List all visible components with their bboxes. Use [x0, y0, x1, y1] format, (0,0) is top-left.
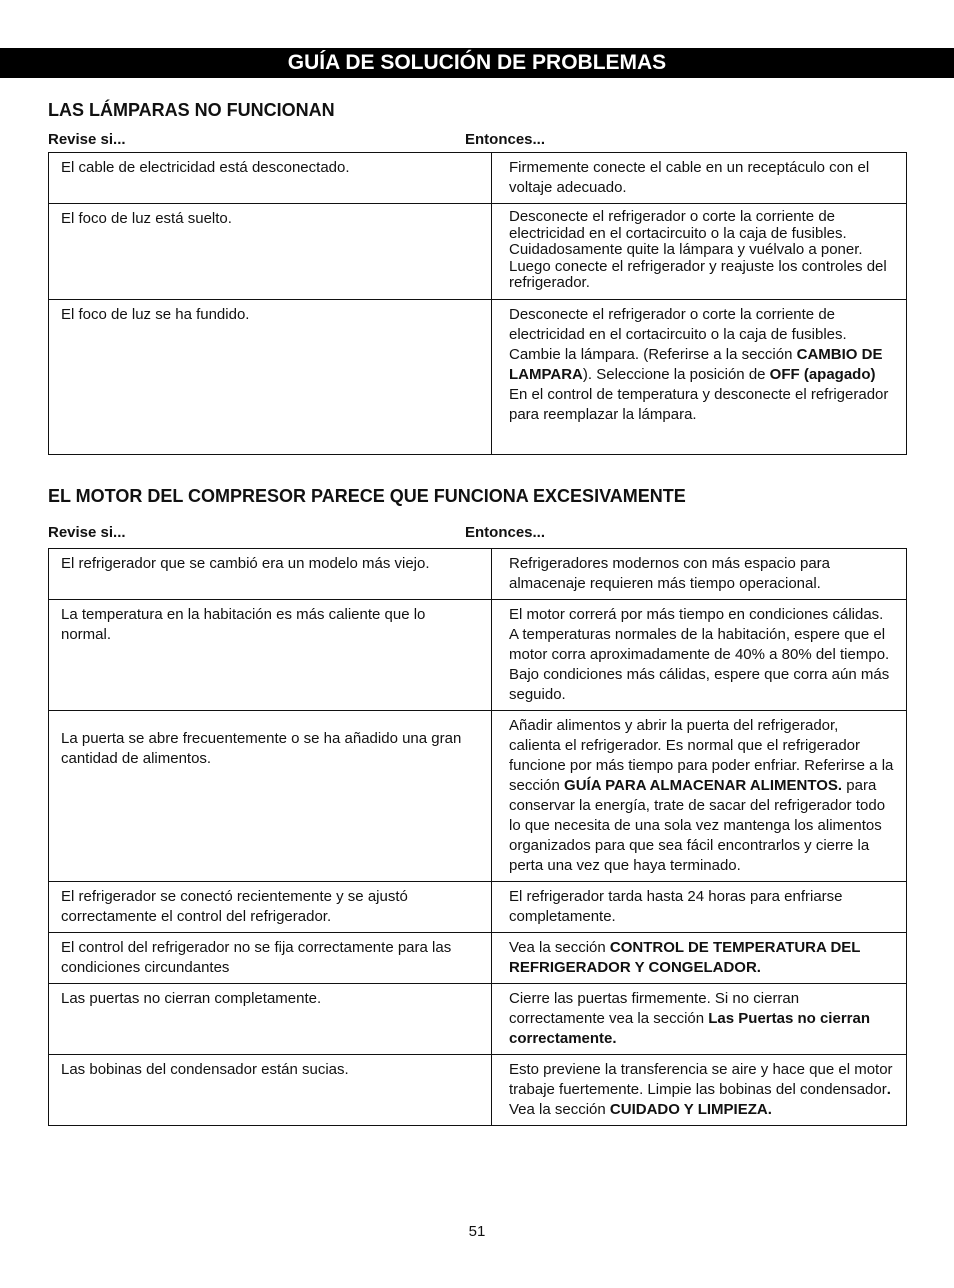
table-row — [49, 549, 907, 600]
check-cell: El foco de luz está suelto. — [49, 204, 492, 300]
then-cell: Refrigeradores modernos con más espacio para almacenaje requieren más tiempo operacional. — [492, 549, 907, 600]
compressor-table — [48, 548, 907, 1126]
section-title-compressor: EL MOTOR DEL COMPRESOR PARECE QUE FUNCIONA EXCESIVAMENTE — [48, 486, 686, 506]
table-row — [49, 300, 907, 455]
then-cell: El motor correrá por más tiempo en condiciones cálidas. A temperaturas normales de la habitación, espere que el motor corra aproximadamente de 40% a 80% del tiempo. Bajo condiciones más cálidas, espere que corra aún más seguido. — [492, 600, 907, 711]
section-title-lamps: LAS LÁMPARAS NO FUNCIONAN — [48, 100, 335, 120]
then-cell: Añadir alimentos y abrir la puerta del refrigerador, calienta el refrigerador. Es normal que el refrigerador funcione por más tiempo para poder enfriar. Referirse a la sección GUÍA PARA ALMACENAR ALIMENTOS. para conservar la energía, trate de sacar del refrigerador todo lo que necesita de una sola vez mantenga los alimentos organizados para que sea fácil encontrarlos y cierre la perta una vez que haya terminado. — [492, 711, 907, 882]
column-header-check: Revise si... — [48, 524, 126, 541]
check-cell: El foco de luz se ha fundido. — [49, 300, 492, 455]
table-row — [49, 1055, 907, 1126]
check-cell: La temperatura en la habitación es más caliente que lo normal. — [49, 600, 492, 711]
table-row — [49, 600, 907, 711]
check-cell: El cable de electricidad está desconectado. — [49, 153, 492, 204]
table-row — [49, 882, 907, 933]
table-row — [49, 933, 907, 984]
column-header-check: Revise si... — [48, 131, 126, 148]
column-header-then: Entonces... — [465, 131, 546, 148]
check-cell: El control del refrigerador no se fija correctamente para las condiciones circundantes — [49, 933, 492, 984]
then-cell: El refrigerador tarda hasta 24 horas para enfriarse completamente. — [492, 882, 907, 933]
check-cell: Las puertas no cierran completamente. — [49, 984, 492, 1055]
check-cell: La puerta se abre frecuentemente o se ha añadido una gran cantidad de alimentos. — [49, 711, 492, 882]
table-row — [49, 711, 907, 882]
check-cell: El refrigerador se conectó recientemente y se ajustó correctamente el control del refrigerador. — [49, 882, 492, 933]
check-cell: El refrigerador que se cambió era un modelo más viejo. — [49, 549, 492, 600]
page-number: 51 — [468, 1223, 486, 1240]
table-row — [49, 204, 907, 300]
check-cell: Las bobinas del condensador están sucias. — [49, 1055, 492, 1126]
then-cell: Desconecte el refrigerador o corte la corriente de electricidad en el cortacircuito o la caja de fusibles. Cambie la lámpara. (Referirse a la sección CAMBIO DE LAMPARA). Seleccione la posición de OFF (apagado) En el control de temperatura y desconecte el refrigerador para reemplazar la lámpara. — [492, 300, 907, 455]
then-cell: Vea la sección CONTROL DE TEMPERATURA DEL REFRIGERADOR Y CONGELADOR. — [492, 933, 907, 984]
then-cell: Esto previene la transferencia se aire y hace que el motor trabaje fuertemente. Limpie las bobinas del condensador. Vea la sección CUIDADO Y LIMPIEZA. — [492, 1055, 907, 1126]
then-cell: Cierre las puertas firmemente. Si no cierran correctamente vea la sección Las Puertas no cierran correctamente. — [492, 984, 907, 1055]
then-cell: Firmemente conecte el cable en un receptáculo con el voltaje adecuado. — [492, 153, 907, 204]
table-row — [49, 153, 907, 204]
column-header-then: Entonces... — [465, 524, 546, 541]
lamps-table — [48, 152, 907, 455]
then-cell: Desconecte el refrigerador o corte la corriente de electricidad en el cortacircuito o la caja de fusibles. Cuidadosamente quite la lámpara y vuélvalo a poner. Luego conecte el refrigerador y reajuste los controles del refrigerador. — [492, 204, 907, 300]
table-row — [49, 984, 907, 1055]
page-title: GUÍA DE SOLUCIÓN DE PROBLEMAS — [0, 48, 954, 78]
